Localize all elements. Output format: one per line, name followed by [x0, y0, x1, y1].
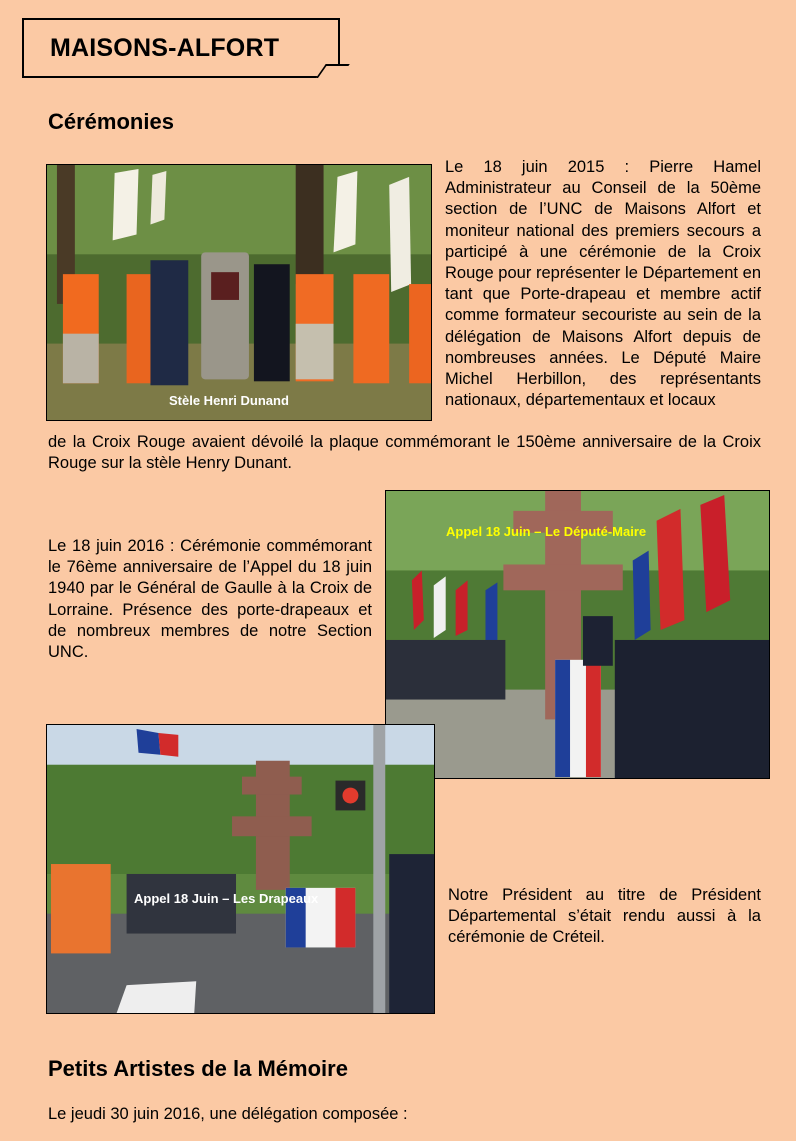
paragraph-2015-continued: de la Croix Rouge avaient dévoilé la plaque commémorant le 150ème anniversaire de la Croix Rouge sur la stèle Henry Dunant.	[48, 433, 761, 473]
section-title-ceremonies: Cérémonies	[48, 109, 174, 134]
paragraph-petits-artistes: Le jeudi 30 juin 2016, une délégation composée :	[48, 1105, 408, 1123]
paragraph-2016: Le 18 juin 2016 : Cérémonie commémorant le 76ème anniversaire de l’Appel du 18 juin 1940 par le Général de Gaulle à la Croix de Lorraine. Présence des porte-drapeaux et de nombreux membres de notre Section UNC.	[48, 537, 372, 662]
photo-caption-2: Appel 18 Juin – Le Député-Maire	[446, 524, 647, 539]
photo-appel-depute-maire	[385, 490, 770, 779]
title-corner-decoration	[316, 64, 350, 78]
photo-caption-3: Appel 18 Juin – Les Drapeaux	[134, 891, 319, 906]
page-title: MAISONS-ALFORT	[50, 34, 280, 62]
title-box	[22, 18, 340, 78]
paragraph-creteil: Notre Président au titre de Président Départemental s’était rendu aussi à la cérémonie de Créteil.	[448, 886, 761, 947]
photo-appel-drapeaux	[46, 724, 435, 1014]
paragraph-2015: Le 18 juin 2015 : Pierre Hamel Administrateur au Conseil de la 50ème section de l’UNC de Maisons Alfort et moniteur national des premiers secours a participé à une cérémonie de la Croix Rouge pour représenter le Département en tant que Porte-drapeau et membre actif comme formateur secouriste au sein de la délégation de Maisons Alfort depuis de nombreuses années. Le Député Maire Michel Herbillon, des représentants nationaux, départementaux et locaux	[445, 158, 761, 410]
photo-caption-1: Stèle Henri Dunand	[169, 393, 289, 408]
section-title-petits-artistes: Petits Artistes de la Mémoire	[48, 1056, 348, 1081]
photo-stele-henri-dunant	[46, 164, 432, 421]
